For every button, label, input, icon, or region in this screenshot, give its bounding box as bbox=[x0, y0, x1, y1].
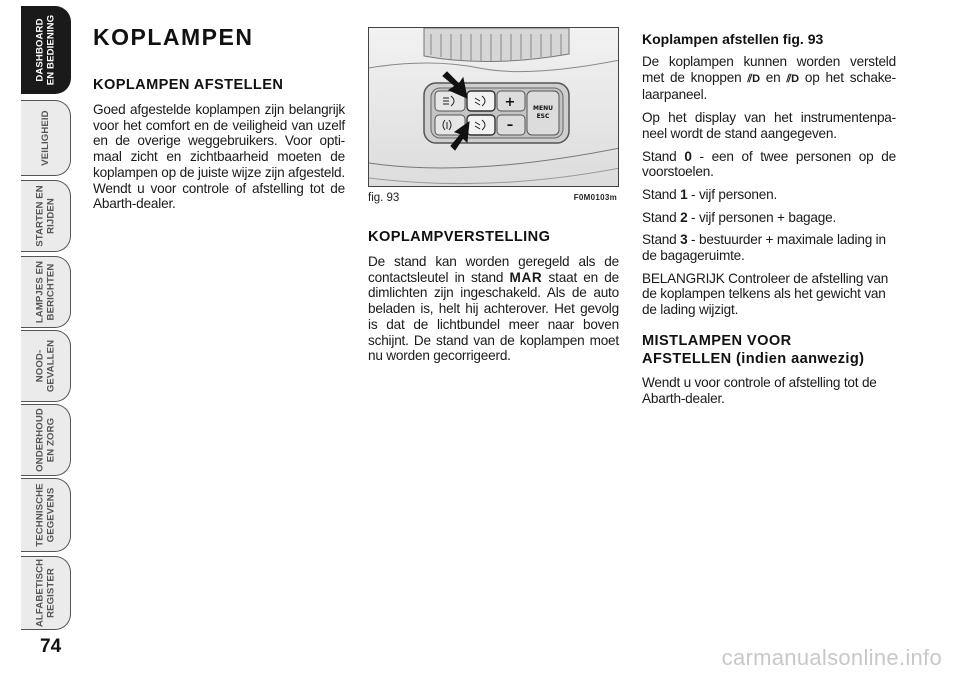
side-tab-noodgevallen[interactable] bbox=[21, 330, 71, 402]
plus-label: + bbox=[504, 95, 516, 110]
stand-number: 2 bbox=[680, 209, 688, 225]
headlight-down-icon: ⫽D bbox=[786, 72, 799, 85]
important-note: BELANGRIJK Controleer de afstelling van de koplampen telkens als het gewicht van de lading wijzigt. bbox=[642, 270, 889, 318]
side-tab-lampjes[interactable] bbox=[21, 256, 71, 328]
stand-label: Stand bbox=[642, 232, 677, 248]
stand-number: 3 bbox=[680, 232, 688, 248]
side-tab-label: TECHNISCHE GEGEVENS bbox=[34, 483, 56, 547]
side-tab-register[interactable] bbox=[21, 556, 71, 630]
esc-label: ESC bbox=[536, 113, 550, 120]
heading-line: MISTLAMPEN VOOR bbox=[642, 332, 792, 349]
body-text bbox=[368, 254, 619, 364]
stand-0 bbox=[642, 149, 896, 180]
body-text bbox=[642, 54, 896, 103]
side-tab-label: VEILIGHEID bbox=[39, 110, 51, 166]
stand-label: Stand bbox=[642, 209, 677, 225]
side-tab-label: NOOD- GEVALLEN bbox=[34, 339, 56, 393]
side-tab-veiligheid[interactable] bbox=[21, 100, 71, 176]
body-text-part: staat en de dimlichten zijn ingeschakeld. Als de auto beladen is, helt hij achterover. Het gevolg is dat de lichtbundel meer naar boven schijnt. De stand van de koplampen moet nu worden gecorrigeerd. bbox=[368, 269, 619, 364]
mar-keyword: MAR bbox=[509, 269, 543, 285]
stand-number: 0 bbox=[684, 148, 692, 164]
stand-text: - vijf personen + bagage. bbox=[687, 209, 837, 225]
figure-number: fig. 93 bbox=[368, 192, 400, 204]
menu-label: MENU bbox=[533, 105, 553, 112]
figure-code: F0M0103m bbox=[573, 193, 617, 202]
minus-label: – bbox=[506, 118, 514, 133]
section-heading-mistlampen bbox=[642, 332, 896, 368]
heading-line: AFSTELLEN (indien aanwezig) bbox=[642, 350, 865, 367]
body-text-part: De stand kan worden geregeld als de contactsleutel in stand bbox=[368, 254, 619, 285]
stand-label: Stand bbox=[642, 148, 677, 164]
page-number: 74 bbox=[40, 636, 62, 657]
figure-93 bbox=[368, 27, 619, 187]
body-text-part: De koplampen kunnen worden versteld met de knoppen bbox=[642, 54, 896, 85]
stand-1 bbox=[642, 187, 896, 203]
body-text: Wendt u voor controle of afstelling tot de Abarth-dealer. bbox=[642, 374, 877, 406]
stand-number: 1 bbox=[680, 186, 688, 202]
stand-label: Stand bbox=[642, 186, 677, 202]
stand-3 bbox=[642, 232, 896, 263]
page-title: KOPLAMPEN bbox=[93, 24, 254, 50]
body-text: Goed afgestelde koplampen zijn belangrijk voor het comfort en de veiligheid van uzelf en de overige weggebruikers. Voor opti-maal zicht en zichtbaarheid moeten de koplampen op de juiste wijze zijn afgesteld. Wendt u voor controle of afstelling tot de Abarth-dealer. bbox=[93, 102, 345, 212]
section-heading-koplampverstelling: KOPLAMPVERSTELLING bbox=[368, 229, 551, 245]
headlight-up-icon: ⫽D bbox=[747, 72, 760, 85]
side-tab-onderhoud[interactable] bbox=[21, 404, 71, 476]
side-tab-label: DASHBOARD EN BEDIENING bbox=[34, 14, 56, 86]
side-tab-starten[interactable] bbox=[21, 180, 71, 252]
side-tab-label: LAMPJES EN BERICHTEN bbox=[34, 260, 56, 324]
side-tab-label: ALFABETISCH REGISTER bbox=[34, 558, 56, 628]
side-tab-technische[interactable] bbox=[21, 478, 71, 552]
figure-caption bbox=[368, 192, 619, 204]
section-heading-koplampen-afstellen: KOPLAMPEN AFSTELLEN bbox=[93, 77, 284, 93]
body-text-part: en bbox=[759, 69, 787, 85]
watermark: carmanualsonline.info bbox=[721, 645, 942, 670]
stand-text: - vijf personen. bbox=[687, 186, 778, 202]
stand-text: - bestuurder + maximale lading in de bagageruimte. bbox=[642, 232, 886, 264]
stand-2 bbox=[642, 210, 896, 226]
side-tab-label: STARTEN EN RIJDEN bbox=[34, 185, 56, 247]
body-text: Op het display van het instrumentenpa-neel wordt de stand aangegeven. bbox=[642, 110, 896, 141]
side-tab-label: ONDERHOUD EN ZORG bbox=[34, 408, 56, 472]
side-tab-dashboard[interactable] bbox=[21, 6, 71, 94]
section-heading-afstellen-fig: Koplampen afstellen fig. 93 bbox=[642, 31, 824, 47]
body-text-part: op het schake-laarpaneel. bbox=[642, 69, 896, 103]
stand-text: - een of twee personen op de voorstoelen. bbox=[642, 148, 897, 180]
dashboard-switch-illustration bbox=[369, 28, 619, 187]
